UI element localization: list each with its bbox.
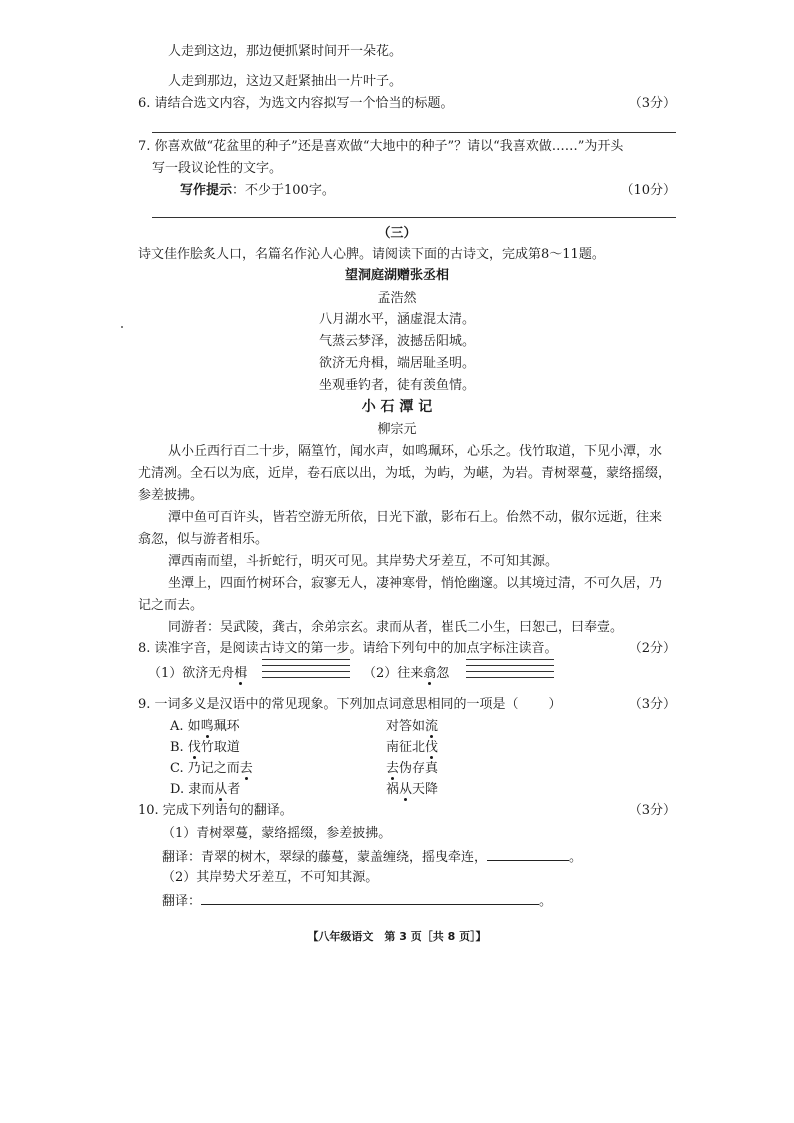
question-9-points: （3分） [628, 697, 676, 712]
question-6: 6. 请结合选文内容，为选文内容拟写一个恰当的标题。 [138, 96, 454, 111]
question-8: 8. 读准字音，是阅读古诗文的第一步。请给下列句中的加点字标注读音。 [138, 641, 558, 656]
prose-line: 翕忽，似与游者相乐。 [138, 532, 269, 547]
dotted-char: 流 [425, 719, 439, 734]
dotted-char: 去 [239, 761, 253, 776]
prose-line: 潭中鱼可百许头，皆若空游无所依，日光下澈，影布石上。佁然不动，俶尔远逝，往来 [168, 510, 663, 525]
poem-title: 望洞庭湖赠张丞相 [344, 268, 449, 283]
q10-translation-2: 翻译： 。 [162, 894, 553, 909]
prose-line: 参差披拂。 [138, 488, 204, 503]
prose-line: 尤清冽。全石以为底，近岸，卷石底以出，为坻，为屿，为嵁，为岩。青树翠蔓，蒙络摇缀， [138, 466, 672, 481]
dotted-char: 去 [386, 761, 400, 776]
question-9: 9. 一词多义是汉语中的常见现象。下列加点词意思相同的一项是（ ） [138, 697, 562, 712]
question-10-points: （3分） [628, 803, 676, 818]
answer-line[interactable] [152, 132, 676, 133]
dotted-char: 伐 [425, 740, 439, 755]
question-7-cont: 写一段议论性的文字。 [152, 161, 283, 176]
question-7: 7. 你喜欢做“花盆里的种子”还是喜欢做“大地中的种子”？请以“我喜欢做……”为开头 [138, 139, 624, 154]
poem-line: 坐观垂钓者，徒有羡鱼情。 [318, 378, 475, 393]
passage-line: 人走到这边，那边便抓紧时间开一朵花。 [168, 44, 403, 59]
dotted-char: 鸣 [200, 719, 214, 734]
q9-option-a-compare: 对答如流 [386, 719, 439, 734]
writing-hint [180, 183, 335, 199]
section-heading: （三） [377, 226, 417, 241]
section-intro: 诗文佳作脍炙人口，名篇名作沁人心脾。请阅读下面的古诗文，完成第8～11题。 [138, 247, 605, 262]
writing-hint-label: 写作提示 [180, 183, 233, 198]
pinyin-answer-lines-2[interactable] [466, 659, 554, 683]
prose-line: 坐潭上，四面竹树环合，寂寥无人，凄神寒骨，悄怆幽邃。以其境过清，不可久居，乃 [168, 576, 663, 591]
poem-line: 气蒸云梦泽，波撼岳阳城。 [318, 334, 475, 349]
q8-item-2: （2）往来翕忽 [363, 666, 450, 681]
poem-line: 欲济无舟楫，端居耻圣明。 [318, 356, 475, 371]
question-6-points: （3分） [628, 96, 676, 111]
pinyin-answer-lines-1[interactable] [262, 659, 350, 683]
dotted-char: 从 [214, 782, 228, 797]
q9-option-b-compare: 南征北伐 [386, 740, 439, 755]
prose-author: 柳宗元 [377, 422, 417, 437]
prose-line: 同游者：吴武陵，龚古，余弟宗玄。隶而从者，崔氏二小生，曰恕己，曰奉壹。 [168, 620, 624, 635]
question-7-points: （10分） [620, 183, 676, 198]
q9-option-a[interactable]: A. 如鸣珮环 [170, 719, 240, 734]
question-10: 10. 完成下列语句的翻译。 [138, 803, 293, 818]
poem-line: 八月湖水平，涵虚混太清。 [318, 312, 475, 327]
prose-line: 从小丘西行百二十步，隔篁竹，闻水声，如鸣珮环，心乐之。伐竹取道，下见小潭，水 [168, 444, 663, 459]
page-footer: 【八年级语文 第 3 页［共 8 页］】 [307, 930, 487, 943]
q9-option-d-compare: 祸从天降 [386, 782, 439, 797]
prose-line: 记之而去。 [138, 598, 204, 613]
q8-item-1: （1）欲济无舟楫 [148, 666, 248, 681]
writing-hint-text: ：不少于100字。 [232, 183, 335, 198]
poem-author: 孟浩然 [377, 291, 417, 306]
q10-sentence-1: （1）青树翠蔓，蒙络摇缀，参差披拂。 [162, 826, 392, 841]
prose-title: 小 石 潭 记 [361, 399, 433, 415]
dotted-char: 从 [399, 782, 413, 797]
passage-line: 人走到那边，这边又赶紧抽出一片叶子。 [168, 74, 403, 89]
translation-blank-2[interactable] [201, 892, 539, 905]
q9-option-b[interactable]: B. 伐竹取道 [170, 740, 240, 755]
answer-line[interactable] [152, 217, 676, 218]
dotted-char: 翕 [423, 666, 437, 681]
prose-line: 潭西南而望，斗折蛇行，明灭可见。其岸势犬牙差互，不可知其源。 [168, 554, 559, 569]
question-8-points: （2分） [628, 641, 676, 656]
scan-speck [121, 326, 123, 328]
dotted-char: 伐 [187, 740, 201, 755]
q9-option-c[interactable]: C. 乃记之而去 [170, 761, 253, 776]
q10-translation-1: 翻译：青翠的树木，翠绿的藤蔓，蒙盖缠绕，摇曳牵连， 。 [162, 850, 583, 865]
q10-sentence-2: （2）其岸势犬牙差互，不可知其源。 [162, 870, 379, 885]
q9-option-c-compare: 去伪存真 [386, 761, 439, 776]
dotted-char: 楫 [234, 666, 248, 681]
q9-option-d[interactable]: D. 隶而从者 [170, 782, 241, 797]
translation-blank-1[interactable] [487, 848, 569, 861]
